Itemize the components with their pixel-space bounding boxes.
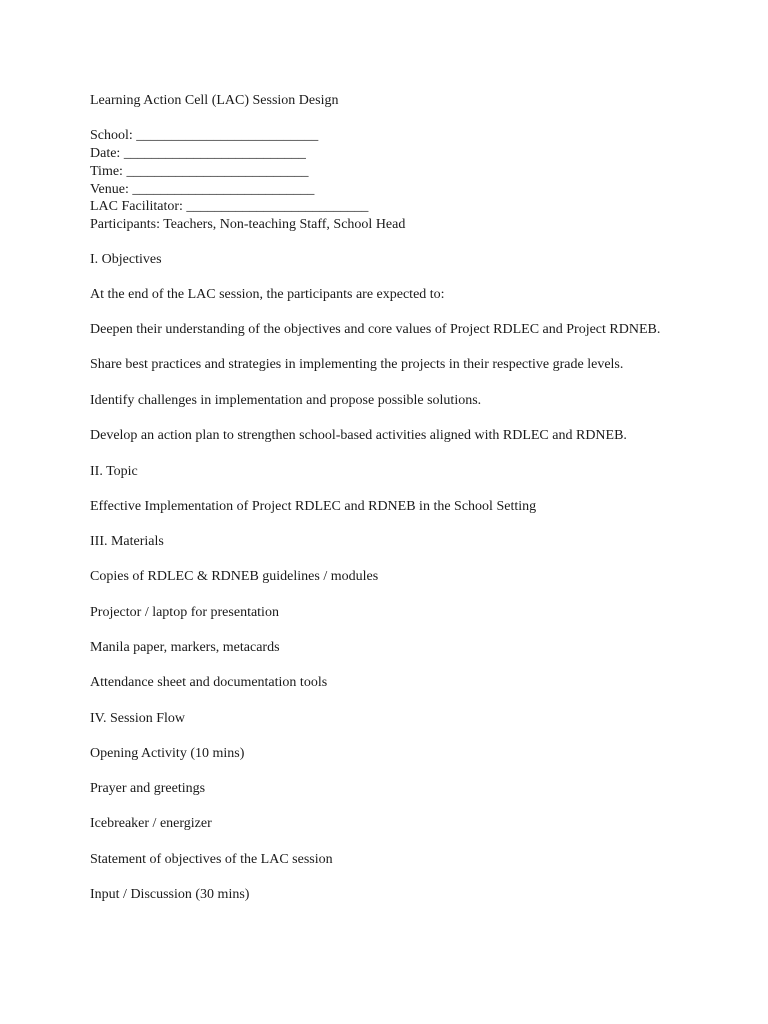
session-flow-heading: IV. Session Flow — [90, 711, 186, 726]
objective-item: Deepen their understanding of the objectives and core values of Project RDLEC and Project RDNEB. — [90, 322, 661, 337]
opening-item: Icebreaker / energizer — [90, 816, 212, 831]
objective-item: Develop an action plan to strengthen school-based activities aligned with RDLEC and RDNEB. — [90, 428, 627, 443]
participants-field: Participants: Teachers, Non-teaching Staff, School Head — [90, 217, 406, 232]
objectives-heading: I. Objectives — [90, 252, 162, 267]
material-item: Projector / laptop for presentation — [90, 605, 279, 620]
date-field: Date: __________________________ — [90, 146, 306, 161]
opening-activity: Opening Activity (10 mins) — [90, 746, 245, 761]
materials-heading: III. Materials — [90, 534, 164, 549]
topic-heading: II. Topic — [90, 464, 138, 479]
material-item: Manila paper, markers, metacards — [90, 640, 280, 655]
input-discussion: Input / Discussion (30 mins) — [90, 887, 250, 902]
venue-field: Venue: __________________________ — [90, 182, 315, 197]
objectives-intro: At the end of the LAC session, the participants are expected to: — [90, 287, 445, 302]
opening-item: Prayer and greetings — [90, 781, 206, 796]
material-item: Copies of RDLEC & RDNEB guidelines / modules — [90, 569, 379, 584]
opening-item: Statement of objectives of the LAC session — [90, 852, 333, 867]
document-title: Learning Action Cell (LAC) Session Design — [90, 93, 339, 108]
school-field: School: __________________________ — [90, 128, 319, 143]
facilitator-field: LAC Facilitator: __________________________ — [90, 199, 369, 214]
objective-item: Identify challenges in implementation and propose possible solutions. — [90, 393, 482, 408]
objective-item: Share best practices and strategies in implementing the projects in their respective grade levels. — [90, 357, 624, 372]
material-item: Attendance sheet and documentation tools — [90, 675, 328, 690]
topic-text: Effective Implementation of Project RDLEC and RDNEB in the School Setting — [90, 499, 537, 514]
time-field: Time: __________________________ — [90, 164, 309, 179]
